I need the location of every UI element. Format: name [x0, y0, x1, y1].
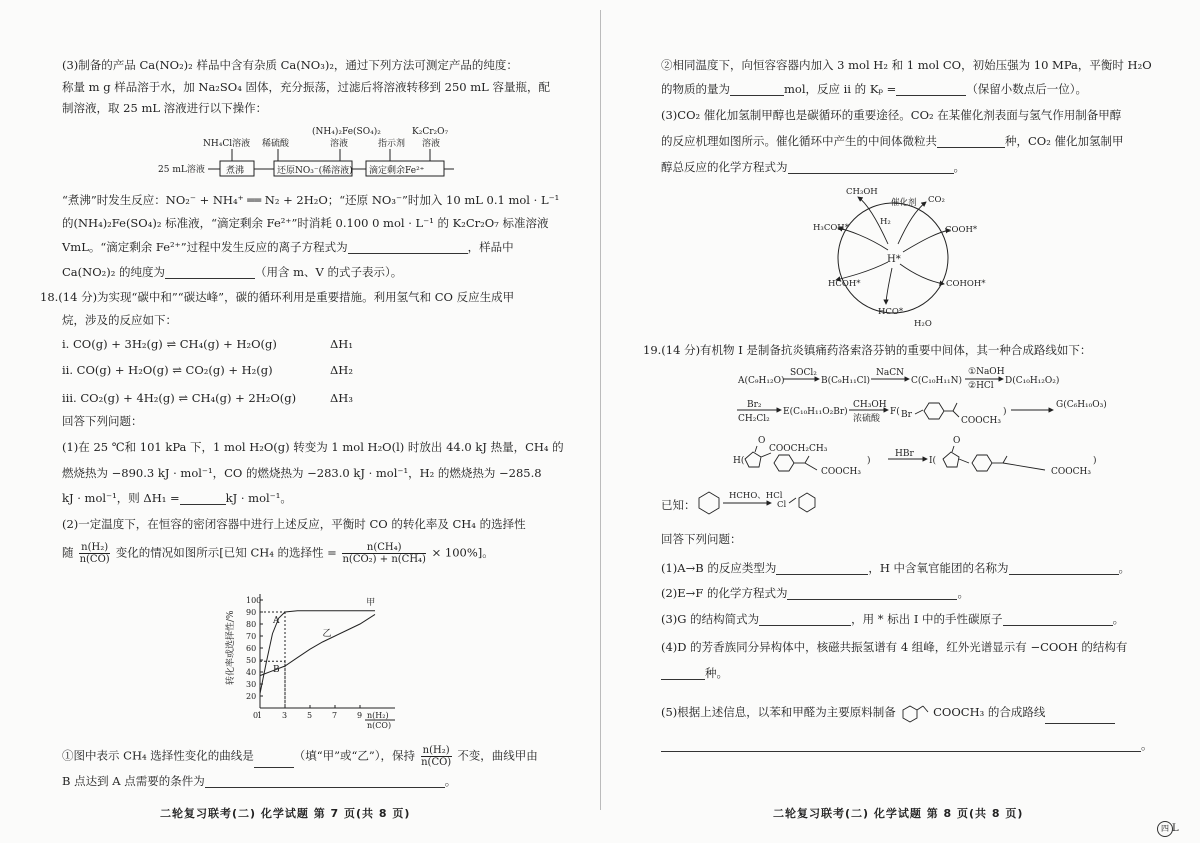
- q18-answer-prompt: 回答下列问题：: [62, 414, 143, 428]
- route-f-ester: COOCH₃: [961, 416, 1001, 426]
- page-7-footer: 二轮复习联考(二) 化学试题 第 7 页(共 8 页): [160, 807, 411, 820]
- route-g: G(C₆H₁₀O₃): [1056, 400, 1107, 410]
- answer-blank[interactable]: [661, 740, 1141, 752]
- answer-blank[interactable]: [348, 242, 468, 254]
- q17-3-line7: Ca(NO₂)₂ 的纯度为 （用含 m、V 的式子表示）。: [62, 265, 403, 279]
- cycle-ch3oh: CH₃OH: [846, 187, 878, 197]
- route-c: C(C₁₀H₁₁N): [911, 376, 962, 386]
- cycle-hco: HCO*: [878, 307, 904, 317]
- y-tick-label: 50: [246, 656, 257, 665]
- q18-intro2: 烷，涉及的反应如下：: [62, 313, 177, 327]
- route-r1: SOCl₂: [790, 368, 817, 378]
- q17-3-line4: “煮沸”时发生反应：NO₂⁻ + NH₄⁺ ══ N₂ + 2H₂O；“还原 NO₃⁻”时加入 10 mL 0.1 mol · L⁻¹: [62, 193, 560, 207]
- route-r3a: ①NaOH: [968, 367, 1005, 377]
- q18-p2-line2: 随 $\frac{\text{n(H₂)}}{n(CO)}$ 变化的情况如图所示[已知 CH₄ 的选择性 = $\frac{\text{n(CH₄)}}{\text{n(CO₂) + n(CH₄)}}$ × 100%]。: [62, 542, 494, 565]
- route-r5a: CH₃OH: [853, 400, 887, 410]
- q18-p1-line2: 燃烧热为 −890.3 kJ · mol⁻¹，CO 的燃烧热为 −283.0 kJ · mol⁻¹，H₂ 的燃烧热为 −285.8: [62, 466, 542, 480]
- route-f-suffix: ): [1003, 407, 1007, 417]
- q19-q3: (3)G 的结构简式为 ，用 * 标出 I 中的手性碳原子 。: [661, 612, 1125, 626]
- route-f-prefix: F(: [890, 407, 900, 417]
- answer-blank[interactable]: [1003, 614, 1113, 626]
- q18-reaction-2-dh: ΔH₂: [330, 363, 353, 377]
- flow-reagent-h2so4: 稀硫酸: [262, 139, 290, 149]
- y-tick-label: 40: [246, 668, 257, 677]
- y-tick-label: 70: [246, 632, 257, 641]
- q18-reaction-2: ⅱ. CO(g) + H₂O(g) ⇌ CO₂(g) + H₂(g): [62, 363, 273, 377]
- route-d: D(C₁₀H₁₂O₂): [1005, 376, 1060, 386]
- xlabel-num: n(H₂): [367, 711, 389, 720]
- route-i-suffix: ): [1093, 456, 1097, 466]
- flow-reagent-fe-sol: 溶液: [330, 139, 349, 149]
- q18-p2-line1: (2)一定温度下，在恒容的密闭容器中进行上述反应，平衡时 CO 的转化率及 CH₄ 的选择性: [62, 517, 526, 531]
- catalytic-cycle-diagram: [808, 182, 998, 330]
- q18-sub1-line1: ①图中表示 CH₄ 选择性变化的曲线是 （填“甲”或“乙”），保持 $\frac{\text{n(H₂)}}{n(CO)}$ 不变，曲线甲由: [62, 745, 538, 768]
- x-tick-label: 9: [357, 711, 363, 720]
- flow-reagent-cr: K₂Cr₂O₇: [412, 127, 449, 137]
- route-h-ester2: COOCH₃: [821, 467, 861, 477]
- flow-box-boil: 煮沸: [226, 166, 245, 176]
- flow-box-titrate: 滴定剩余Fe²⁺: [369, 166, 425, 176]
- route-a: A(C₉H₁₂O): [738, 376, 785, 386]
- chart-ticks: [246, 596, 362, 720]
- flow-reagent-indicator: 指示剂: [378, 139, 406, 149]
- q17-3-line2: 称量 m g 样品溶于水，加 Na₂SO₄ 固体，充分振荡，过滤后将溶液转移到 250 mL 容量瓶，配: [62, 80, 550, 94]
- q18-reaction-3-dh: ΔH₃: [330, 391, 353, 405]
- route-i-label: I(: [929, 456, 937, 466]
- xlabel-den: n(CO): [367, 721, 392, 730]
- q17-3-line3: 制溶液，取 25 mL 溶液进行以下操作：: [62, 101, 268, 115]
- cycle-catalyst: 催化剂: [891, 198, 917, 208]
- x-tick-label: 5: [307, 711, 313, 720]
- series-label-1: 甲: [366, 597, 376, 608]
- route-r5b: 浓硫酸: [853, 414, 881, 424]
- answer-blank[interactable]: [896, 84, 966, 96]
- cycle-cooh: COOH*: [945, 225, 978, 235]
- route-h-ester: COOCH₂CH₃: [769, 444, 828, 454]
- titration-flow-diagram: [150, 122, 470, 184]
- series-label-2: 乙: [322, 629, 332, 639]
- q18-p3-line1: (3)CO₂ 催化加氢制甲醇也是碳循环的重要途径。CO₂ 在某催化剂表面与氢气作用制备甲醇: [661, 108, 1122, 122]
- route-e: E(C₁₀H₁₁O₂Br): [783, 407, 848, 417]
- y-tick-label: 90: [246, 608, 257, 617]
- flow-reagent-nh4cl: NH₄Cl溶液: [203, 139, 251, 149]
- cycle-hcoh: HCOH*: [828, 279, 861, 289]
- route-h-suffix: ): [867, 456, 871, 466]
- answer-blank[interactable]: [788, 162, 954, 174]
- answer-blank[interactable]: [1009, 563, 1119, 575]
- q18-reaction-3: ⅲ. CO₂(g) + 4H₂(g) ⇌ CH₄(g) + 2H₂O(g): [62, 391, 297, 405]
- cycle-h2: H₂: [880, 217, 891, 227]
- route-r4a: Br₂: [747, 400, 762, 410]
- origin-label: 0: [253, 711, 259, 720]
- column-divider: [600, 10, 601, 810]
- route-r4b: CH₂Cl₂: [738, 414, 770, 424]
- route-r2: NaCN: [876, 368, 905, 378]
- known-reaction: [693, 486, 823, 518]
- phenyl-icon: [899, 702, 929, 724]
- q18-intro1: 18.(14 分)为实现“碳中和”“碳达峰”，碳的循环利用是重要措施。利用氢气和 CO 反应生成甲: [40, 290, 515, 304]
- chart-series: [260, 597, 375, 694]
- y-tick-label: 60: [246, 644, 257, 653]
- q19-known-label: 已知：: [661, 498, 696, 512]
- y-tick-label: 100: [246, 596, 262, 605]
- point-label-B: B: [273, 665, 280, 676]
- answer-blank[interactable]: [254, 756, 294, 768]
- page-8: [603, 0, 1200, 843]
- y-tick-label: 80: [246, 620, 257, 629]
- q17-3-line1: (3)制备的产品 Ca(NO₂)₂ 样品中含有杂质 Ca(NO₃)₂，通过下列方法可测定产品的纯度：: [62, 58, 518, 72]
- route-r3b: ②HCl: [968, 381, 994, 391]
- benzene-icon: [799, 493, 815, 512]
- point-label-A: A: [273, 616, 280, 626]
- q18-reaction-1: ⅰ. CO(g) + 3H₂(g) ⇌ CH₄(g) + H₂O(g): [62, 337, 277, 351]
- route-f-br: Br: [901, 410, 912, 420]
- answer-blank[interactable]: [165, 267, 255, 279]
- q19-q4-line2: 种。: [661, 666, 728, 680]
- known-reagent: HCHO、HCl: [729, 491, 783, 501]
- answer-blank[interactable]: [759, 614, 851, 626]
- answer-blank[interactable]: [730, 84, 784, 96]
- cycle-h3coh: H₃COH*: [813, 223, 849, 233]
- route-i-o: O: [953, 436, 961, 446]
- x-tick-label: 7: [332, 711, 338, 720]
- q19-q2: (2)E→F 的化学方程式为 。: [661, 586, 969, 600]
- answer-blank[interactable]: [661, 668, 705, 680]
- ratio-fraction-2: $\frac{\text{n(H₂)}}{n(CO)}$: [421, 745, 452, 768]
- q18-sub1-line2: B 点达到 A 点需要的条件为 。: [62, 774, 457, 788]
- q17-3-line5: 的(NH₄)₂Fe(SO₄)₂ 标准液，“滴定剩余 Fe²⁺”时消耗 0.100 0 mol · L⁻¹ 的 K₂Cr₂O₇ 标准溶液: [62, 216, 549, 230]
- q19-q1: (1)A→B 的反应类型为 ，H 中含氧官能团的名称为 。: [661, 561, 1131, 575]
- y-tick-label: 30: [246, 680, 257, 689]
- benzene-icon: [699, 492, 719, 514]
- chart-point-labels: [260, 612, 285, 708]
- q19-intro: 19.(14 分)有机物 I 是制备抗炎镇痛药洛索洛芬钠的重要中间体，其一种合成路线如下：: [643, 343, 1092, 357]
- x-tick-label: 1: [257, 711, 263, 720]
- route-h-o: O: [758, 436, 766, 446]
- answer-blank[interactable]: [1045, 712, 1115, 724]
- synthesis-route: [733, 363, 1153, 488]
- x-tick-label: 3: [282, 711, 288, 720]
- route-i-ester: COOCH₃: [1051, 467, 1091, 477]
- answer-blank[interactable]: [937, 136, 1005, 148]
- q17-3-line6: VmL。“滴定剩余 Fe²⁺”过程中发生反应的离子方程式为 ，样品中: [62, 240, 514, 254]
- flow-reagent-fe: (NH₄)₂Fe(SO₄)₂: [312, 127, 381, 137]
- y-tick-label: 20: [246, 692, 257, 701]
- page-8-footer: 二轮复习联考(二) 化学试题 第 8 页(共 8 页): [773, 807, 1024, 820]
- q18-p1-line3: kJ · mol⁻¹，则 ΔH₁ = kJ · mol⁻¹。: [62, 491, 292, 505]
- flow-reagent-cr-sol: 溶液: [422, 139, 441, 149]
- answer-blank[interactable]: [776, 563, 868, 575]
- route-h-label: H(: [733, 456, 745, 466]
- q18-p3-line3: 醇总反应的化学方程式为 。: [661, 160, 965, 174]
- chart-xlabel: [365, 711, 395, 730]
- q18-reaction-1-dh: ΔH₁: [330, 337, 353, 351]
- known-product-cl: Cl: [777, 500, 787, 510]
- route-b: B(C₉H₁₁Cl): [821, 376, 870, 386]
- q19-answer-prompt: 回答下列问题：: [661, 532, 742, 546]
- flow-start: 25 mL溶液: [158, 165, 205, 175]
- cycle-co2: CO₂: [928, 195, 945, 205]
- q18-s2-line1: ②相同温度下，向恒容容器内加入 3 mol H₂ 和 1 mol CO，初始压强为 10 MPa，平衡时 H₂O: [661, 58, 1152, 72]
- cycle-h2o: H₂O: [914, 319, 932, 329]
- flow-box-reduce: 还原NO₃⁻(稀溶液): [277, 166, 353, 176]
- chart-ylabel: 转化率或选择性/%: [226, 610, 236, 685]
- answer-blank[interactable]: [787, 588, 957, 600]
- answer-blank[interactable]: [180, 493, 226, 505]
- corner-seal-tail: L: [1172, 823, 1179, 834]
- corner-seal: 四: [1157, 821, 1173, 837]
- q19-q5-line2: 。: [661, 738, 1153, 752]
- q19-q5-line1: (5)根据上述信息，以苯和甲醛为主要原料制备 COOCH₃ 的合成路线: [661, 702, 1115, 724]
- q19-q4-line1: (4)D 的芳香族同分异构体中，核磁共振氢谱有 4 组峰，红外光谱显示有 −COOH 的结构有: [661, 640, 1128, 654]
- selectivity-fraction: $\frac{\text{n(CH₄)}}{\text{n(CO₂) + n(CH₄)}}$: [342, 542, 426, 565]
- ratio-fraction: $\frac{\text{n(H₂)}}{n(CO)}$: [79, 542, 110, 565]
- q18-s2-line2: 的物质的量为 mol，反应 ⅱ 的 Kₚ = （保留小数点后一位）。: [661, 82, 1088, 96]
- q18-p3-line2: 的反应机理如图所示。催化循环中产生的中间体微粒共 种，CO₂ 催化加氢制甲: [661, 134, 1124, 148]
- route-r6: HBr: [895, 449, 914, 459]
- conversion-selectivity-chart: [220, 590, 410, 730]
- cycle-center: H*: [887, 254, 901, 265]
- answer-blank[interactable]: [205, 776, 445, 788]
- cycle-cohoh: COHOH*: [946, 279, 986, 289]
- q18-p1-line1: (1)在 25 ℃和 101 kPa 下，1 mol H₂O(g) 转变为 1 mol H₂O(l) 时放出 44.0 kJ 热量，CH₄ 的: [62, 440, 564, 454]
